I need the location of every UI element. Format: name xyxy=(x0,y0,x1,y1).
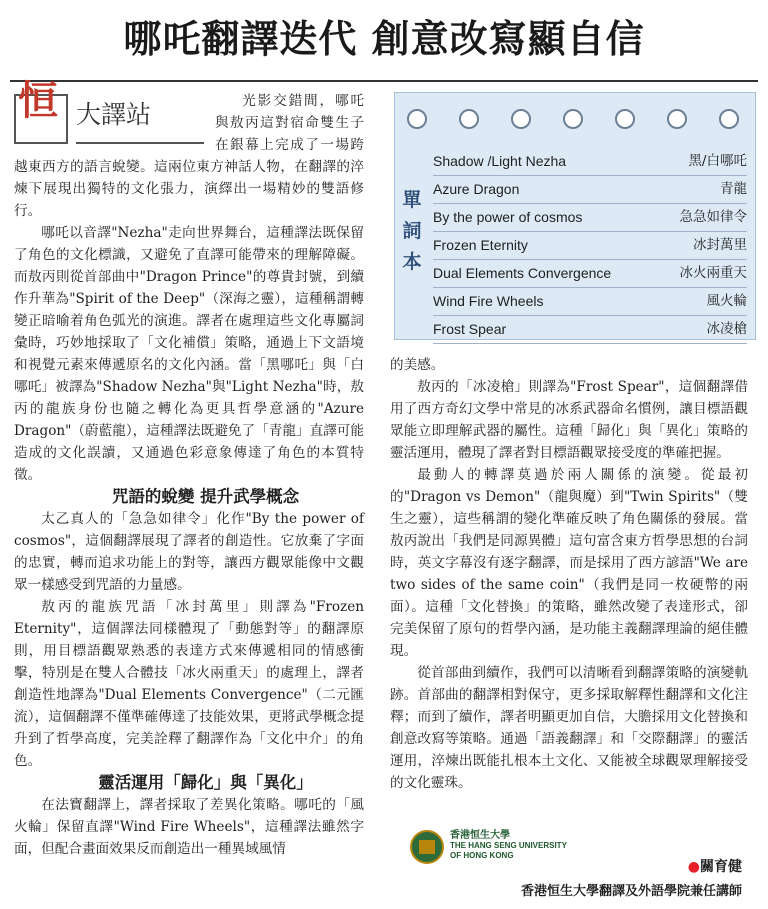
binder-hole-icon xyxy=(719,109,739,129)
vocabulary-row xyxy=(433,204,747,232)
vocabulary-english: Shadow /Light Nezha xyxy=(433,153,567,169)
vocabulary-english: Dual Elements Convergence xyxy=(433,265,612,281)
subheading-strategy: 靈活運用「歸化」與「異化」 xyxy=(98,773,313,792)
notebook-holes xyxy=(395,109,755,131)
vocabulary-chinese: 風火輪 xyxy=(706,293,747,309)
vocabulary-row xyxy=(433,232,747,260)
column-name: 大譯站 xyxy=(76,100,152,129)
binder-hole-icon xyxy=(459,109,479,129)
vocabulary-table xyxy=(433,148,747,344)
paragraph-spell-1: 太乙真人的「急急如律令」化作"By the power of cosmos"，這個翻譯展現了譯者的創造性。它放棄了字面的忠實，轉而追求功能上的對等，讓西方觀眾能像中文觀眾一樣感受到咒語的力量感。 xyxy=(14,511,364,593)
vocabulary-english: By the power of cosmos xyxy=(433,209,583,225)
brand-mark: 恒 xyxy=(18,77,58,124)
paragraph-names: 哪吒以音譯"Nezha"走向世界舞台，這種譯法既保留了角色的文化標識，又避免了直譯可能帶來的理解障礙。而敖丙則從首部曲中"Dragon Prince"的尊貴封號，到續作升華為"Spirit of the Deep"（深海之靈），這種稱謂轉變正暗喻着角色弧光的演進。譯者在處理這些文化專屬詞彙時，巧妙地採取了「文化補償」策略，通過上下文語境和視覺元素來傳遞原名的文化內涵。當「黑哪吒」與「白哪吒」被譯為"Shadow Nezha"與"Light Nezha"時，敖丙的龍族身份也隨之轉化為更具哲學意涵的"Azure Dragon"（蔚藍龍），這種譯法既避免了「青龍」直譯可能造成的文化誤讀，又通過色彩意象傳達了角色的本質特徵。 xyxy=(14,225,364,483)
author-affiliation: 香港恒生大學翻譯及外語學院兼任講師 xyxy=(520,884,742,899)
vocabulary-english: Azure Dragon xyxy=(433,181,520,197)
right-column xyxy=(390,354,748,794)
paragraph-weapons: 在法寶翻譯上，譯者採取了差異化策略。哪吒的「風火輪」保留直譯"Wind Fire Wheels"，這種譯法雖然字面，但配合畫面效果反而創造出一種異域風情 xyxy=(14,797,364,857)
paragraph-relationship: 最動人的轉譯莫過於兩人關係的演變。從最初的"Dragon vs Demon"（龍與魔）到"Twin Spirits"（雙生之靈），這些稱謂的變化準確反映了角色關係的發展。當敖丙說出「我們是同源異體」這句富含東方哲學思想的台詞時，英文字幕沒有逐字翻譯，而是採用了西方諺語"We are two sides of the same coin"（我們是同一枚硬幣的兩面）。這種「文化替換」的策略，雖然改變了表達形式，卻完美保留了原句的哲學內涵，是功能主義翻譯理論的絕佳體現。 xyxy=(390,467,748,659)
vocabulary-chinese: 冰凌槍 xyxy=(706,321,747,337)
paragraph-frost-spear: 敖丙的「冰凌槍」則譯為"Frost Spear"，這個翻譯借用了西方奇幻文學中常見的冰系武器命名慣例，讓目標語觀眾能立即理解武器的屬性。這種「歸化」與「異化」策略的靈活運用，體現了譯者對目標語觀眾接受度的準確把握。 xyxy=(390,379,748,461)
vocabulary-row xyxy=(433,316,747,344)
university-logo xyxy=(410,828,570,868)
page-title: 哪吒翻譯迭代 創意改寫顯自信 xyxy=(123,17,645,61)
vocabulary-row xyxy=(433,288,747,316)
column-brand xyxy=(14,77,209,150)
paragraph-spell-2: 敖丙的龍族咒語「冰封萬里」則譯為"Frozen Eternity"，這個譯法同樣體現了「動態對等」的翻譯原則，用目標語觀眾熟悉的表達方式來傳遞相同的情感衝擊，特別是在雙人合體技「冰火兩重天」的處理上，譯者創造性地譯為"Dual Elements Convergence"（二元匯流），這個翻譯不僅準確傳達了技能效果，更將武學概念提升到了哲學高度，完美詮釋了翻譯作為「文化中介」的角色。 xyxy=(14,599,364,769)
logo-name-cn: 香港恒生大學 xyxy=(450,830,510,841)
vocabulary-row xyxy=(433,260,747,288)
vocabulary-english: Frost Spear xyxy=(433,321,507,337)
vocabulary-english: Frozen Eternity xyxy=(433,237,528,253)
left-column xyxy=(14,77,364,860)
vocabulary-chinese: 黑/白哪吒 xyxy=(688,153,747,169)
binder-hole-icon xyxy=(511,109,531,129)
vocabulary-row xyxy=(433,176,747,204)
university-logo-text xyxy=(450,831,567,861)
binder-hole-icon xyxy=(615,109,635,129)
paragraph-intro: 光影交錯間，哪吒與敖丙這對宿命雙生子在銀幕上完成了一場跨越東西方的語言蛻變。這兩位東方神話人物，在翻譯的淬煉下展現出獨特的文化張力，演繹出一場精妙的雙語修行。 xyxy=(14,93,364,219)
author-line xyxy=(688,856,742,876)
vocabulary-chinese: 冰封萬里 xyxy=(693,237,747,253)
vocabulary-label: 單詞本 xyxy=(402,189,422,273)
vocabulary-box xyxy=(394,92,756,340)
title-divider xyxy=(10,80,758,82)
binder-hole-icon xyxy=(407,109,427,129)
vocabulary-english: Wind Fire Wheels xyxy=(433,293,544,309)
logo-name-en-1: THE HANG SENG UNIVERSITY xyxy=(450,841,567,850)
author-name: 關育健 xyxy=(700,859,742,875)
university-seal-icon xyxy=(410,830,444,864)
vocabulary-row xyxy=(433,148,747,176)
vocabulary-chinese: 青龍 xyxy=(720,181,747,197)
binder-hole-icon xyxy=(563,109,583,129)
author-bullet: ● xyxy=(687,859,700,875)
paragraph-conclusion: 從首部曲到續作，我們可以清晰看到翻譯策略的演變軌跡。首部曲的翻譯相對保守，更多採取解釋性翻譯和文化注釋；而到了續作，譯者明顯更加自信，大膽採用文化替換和創意改寫等策略。通過「語義翻譯」和「交際翻譯」的靈活運用，淬煉出既能扎根本土文化、又能被全球觀眾理解接受的文化靈珠。 xyxy=(390,665,748,791)
logo-name-en-2: OF HONG KONG xyxy=(450,851,514,860)
paragraph-continuation: 的美感。 xyxy=(390,357,445,373)
binder-hole-icon xyxy=(667,109,687,129)
vocabulary-chinese: 冰火兩重天 xyxy=(679,265,747,281)
subheading-spells: 咒語的蛻變 提升武學概念 xyxy=(111,487,300,506)
vocabulary-chinese: 急急如律令 xyxy=(679,209,747,225)
brand-underline xyxy=(76,142,204,144)
